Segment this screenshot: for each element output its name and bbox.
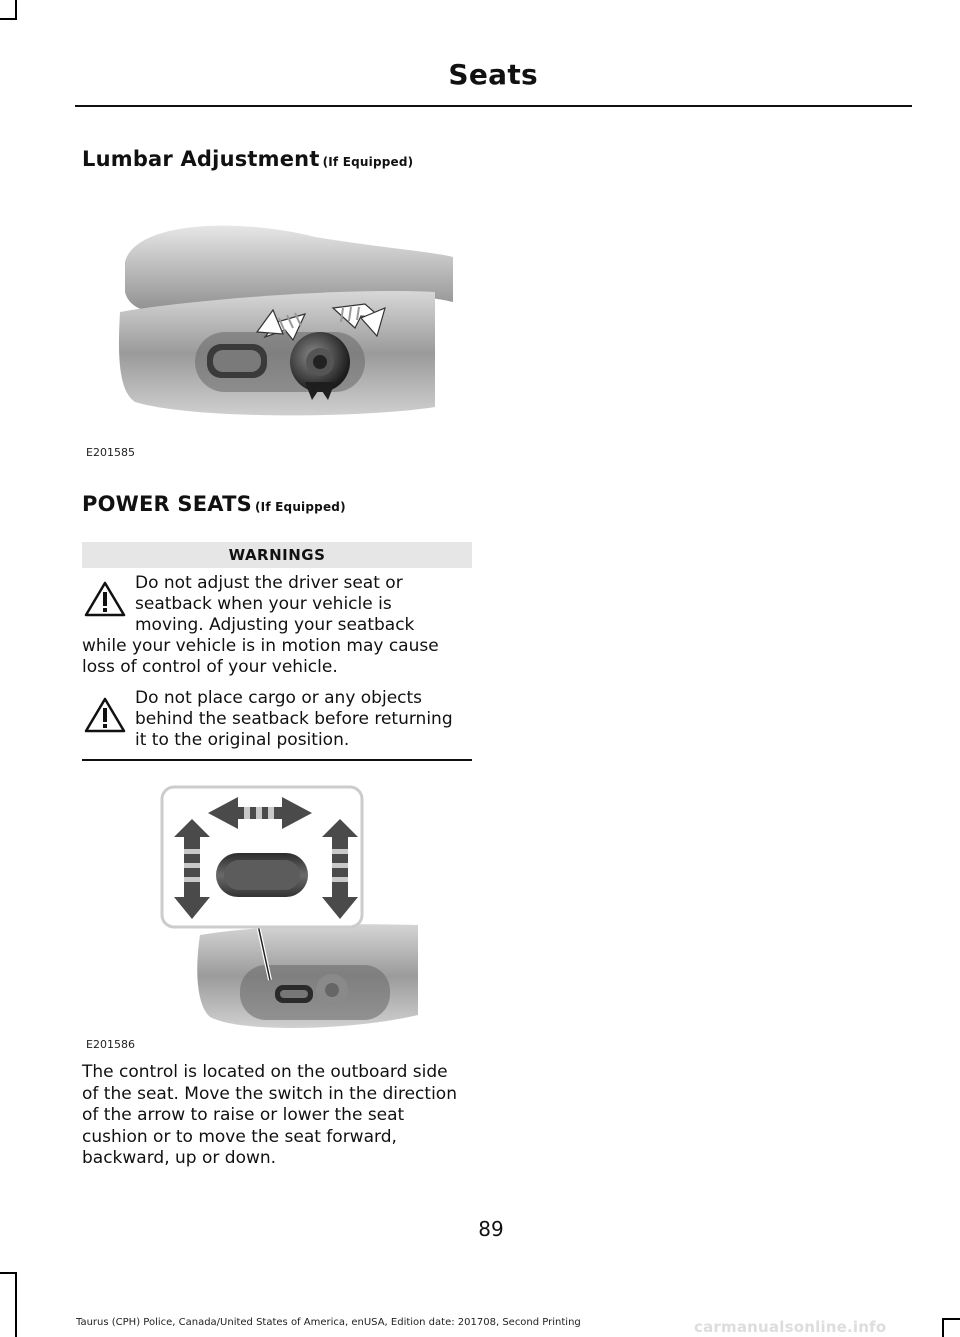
page-number: 89 <box>478 1217 504 1241</box>
lumbar-qualifier: (If Equipped) <box>322 155 414 169</box>
warning-text-line: behind the seatback before returning <box>135 709 453 729</box>
body-line: The control is located on the outboard side <box>82 1062 448 1082</box>
warning-text-line: while your vehicle is in motion may cause <box>82 636 439 656</box>
body-paragraph <box>82 1062 477 1170</box>
lumbar-heading <box>82 147 413 171</box>
lumbar-knob-illustration <box>115 222 455 422</box>
power-seats-qualifier: (If Equipped) <box>254 500 346 514</box>
lumbar-heading-text: Lumbar Adjustment <box>82 147 320 171</box>
footer-edition-info: Taurus (CPH) Police, Canada/United States of America, enUSA, Edition date: 201708, Second Printing <box>76 1317 581 1328</box>
power-seats-heading <box>82 492 346 516</box>
power-seats-heading-text: POWER SEATS <box>82 492 252 516</box>
crop-mark <box>942 1318 960 1320</box>
warning-triangle-icon <box>84 581 126 617</box>
warning-text-line: moving. Adjusting your seatback <box>135 615 415 635</box>
warning-text-line: Do not adjust the driver seat or <box>135 573 403 593</box>
warning-triangle-icon <box>84 697 126 733</box>
crop-mark <box>15 0 17 20</box>
watermark: carmanualsonline.info <box>694 1318 887 1336</box>
warning-text-line: loss of control of your vehicle. <box>82 657 338 677</box>
crop-mark <box>0 18 17 20</box>
body-line: of the seat. Move the switch in the direction <box>82 1083 457 1104</box>
crop-mark <box>15 1272 17 1337</box>
warning-text-line: Do not place cargo or any objects <box>135 688 423 708</box>
figure-id: E201586 <box>86 1038 135 1051</box>
header-rule <box>75 105 912 107</box>
body-line: backward, up or down. <box>82 1148 277 1168</box>
crop-mark <box>942 1318 944 1337</box>
warning-text-line: seatback when your vehicle is <box>135 594 392 614</box>
power-seat-switch-illustration <box>160 785 420 1035</box>
crop-mark <box>0 1272 17 1274</box>
page-title: Seats <box>448 58 538 91</box>
warnings-end-rule <box>82 759 472 761</box>
warnings-label: WARNINGS <box>82 542 472 568</box>
figure-id: E201585 <box>86 446 135 459</box>
body-line: of the arrow to raise or lower the seat <box>82 1105 405 1125</box>
body-line: cushion or to move the seat forward, <box>82 1126 397 1147</box>
warning-text-line: it to the original position. <box>135 730 350 750</box>
